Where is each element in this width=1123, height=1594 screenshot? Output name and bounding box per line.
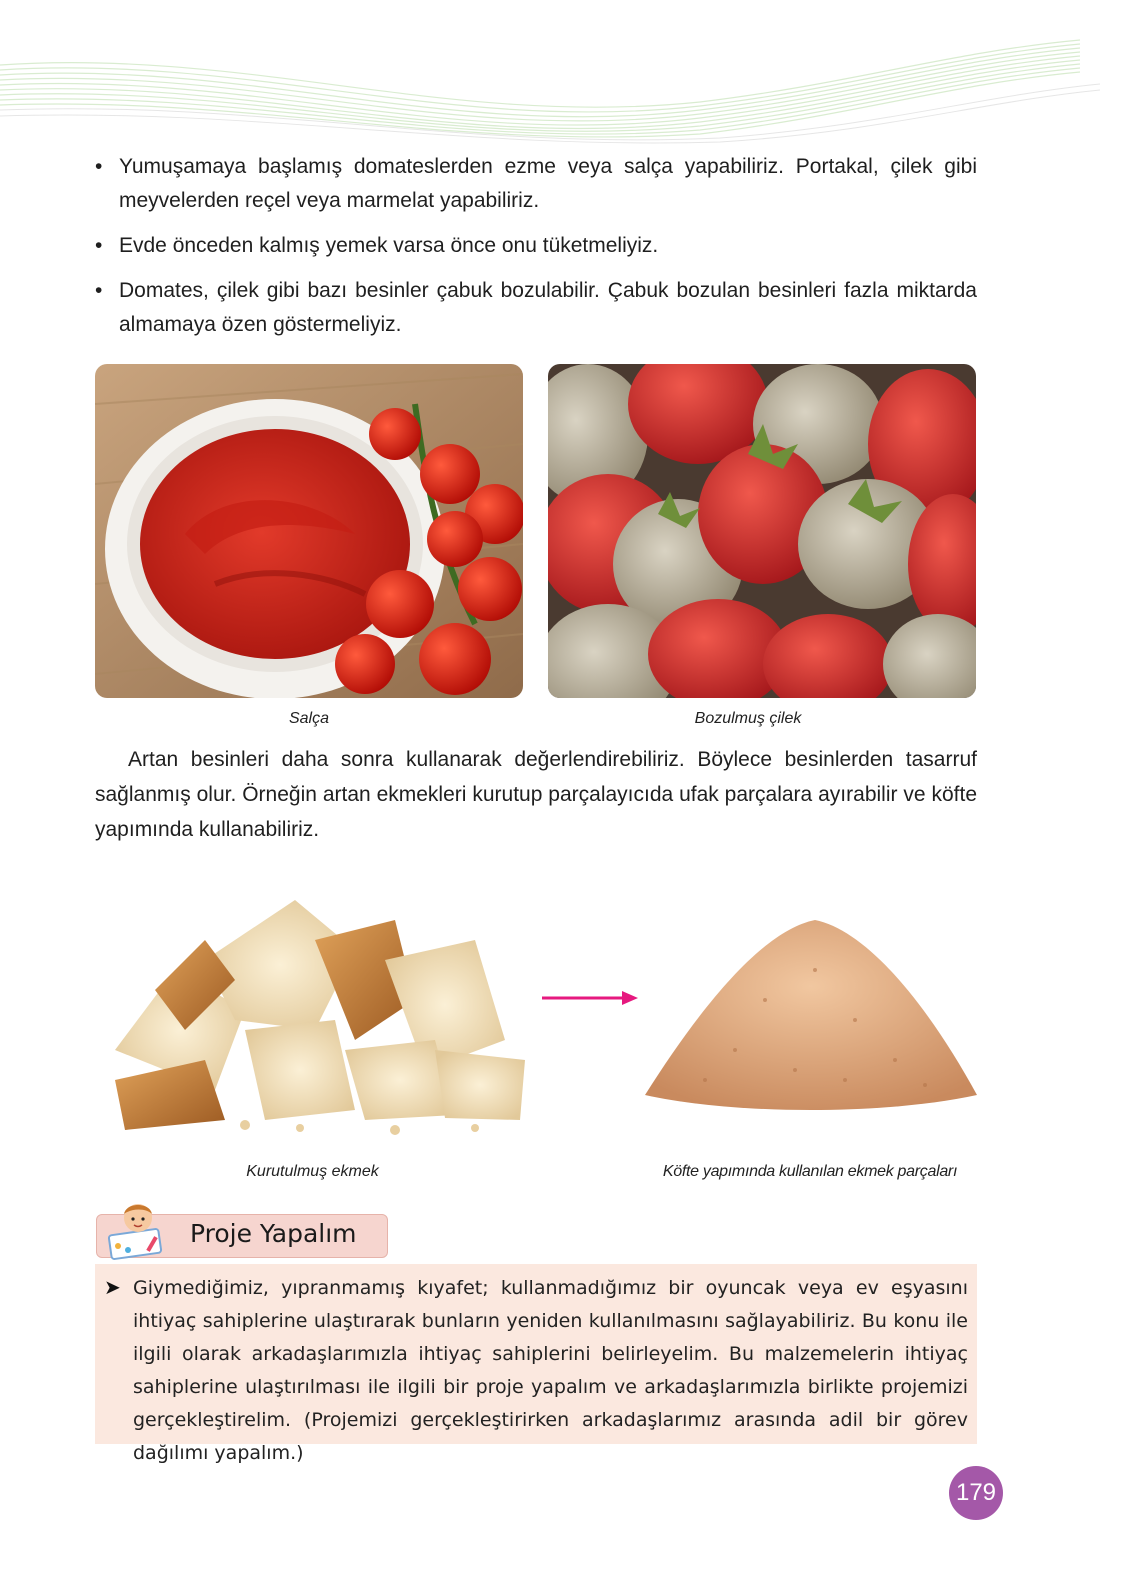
bullet-item: [95, 229, 977, 263]
tomato-paste-photo: [95, 364, 523, 698]
header-wave-decoration: [0, 0, 1123, 150]
spoiled-strawberry-photo: [548, 364, 976, 698]
bullet-list: [95, 150, 977, 353]
bullet-item: [95, 150, 977, 218]
bullet-dot: •: [95, 155, 103, 178]
child-drawing-icon: [98, 1198, 178, 1260]
page-number: 179: [949, 1466, 1003, 1520]
project-title: Proje Yapalım: [190, 1219, 357, 1248]
caption-salca: Salça: [288, 710, 330, 727]
bullet-dot: •: [95, 279, 103, 302]
arrow-right-icon: [540, 988, 640, 1008]
bullet-text: Domates, çilek gibi bazı besinler çabuk bozulabilir. Çabuk bozulan besinleri fazla miktarda almamaya özen göstermeliyiz.: [119, 279, 977, 336]
pointer-arrow-icon: ➤: [104, 1277, 121, 1299]
bullet-dot: •: [95, 234, 103, 257]
bullet-item: [95, 274, 977, 342]
project-text: Giymediğimiz, yıpranmamış kıyafet; kullanmadığımız bir oyuncak veya ev eşyasını ihtiyaç sahiplerine ulaştırarak bunların yeniden kullanılmasını sağlayabiliriz. Bu konu ile ilgili olarak arkadaşlarımızla ihtiyaç sahiplerini belirleyelim. Bu malzemelerin ihtiyaç sahiplerine ulaştırılması ile ilgili bir proje yapalım ve arkadaşlarımızla birlikte projemizi gerçekleştirelim. (Projemizi gerçekleştirirken arkadaşlarımız arasında adil bir görev dağılımı yapalım.): [133, 1277, 968, 1464]
caption-bread: Kurutulmuş ekmek: [246, 1163, 379, 1180]
caption-crumbs: Köfte yapımında kullanılan ekmek parçaları: [662, 1163, 958, 1180]
dried-bread-photo: [95, 880, 530, 1140]
caption-strawberry: Bozulmuş çilek: [694, 710, 802, 727]
bullet-text: Evde önceden kalmış yemek varsa önce onu tüketmeliyiz.: [119, 234, 659, 257]
bread-crumbs-photo: [645, 880, 977, 1140]
bullet-text: Yumuşamaya başlamış domateslerden ezme veya salça yapabiliriz. Portakal, çilek gibi meyvelerden reçel veya marmelat yapabiliriz.: [119, 155, 977, 212]
body-paragraph: Artan besinleri daha sonra kullanarak değerlendirebiliriz. Böylece besinlerden tasarruf sağlanmış olur. Örneğin artan ekmekleri kurutup parçalayıcıda ufak parçalara ayırabilir ve köfte yapımında kullanabiliriz.: [95, 748, 977, 841]
